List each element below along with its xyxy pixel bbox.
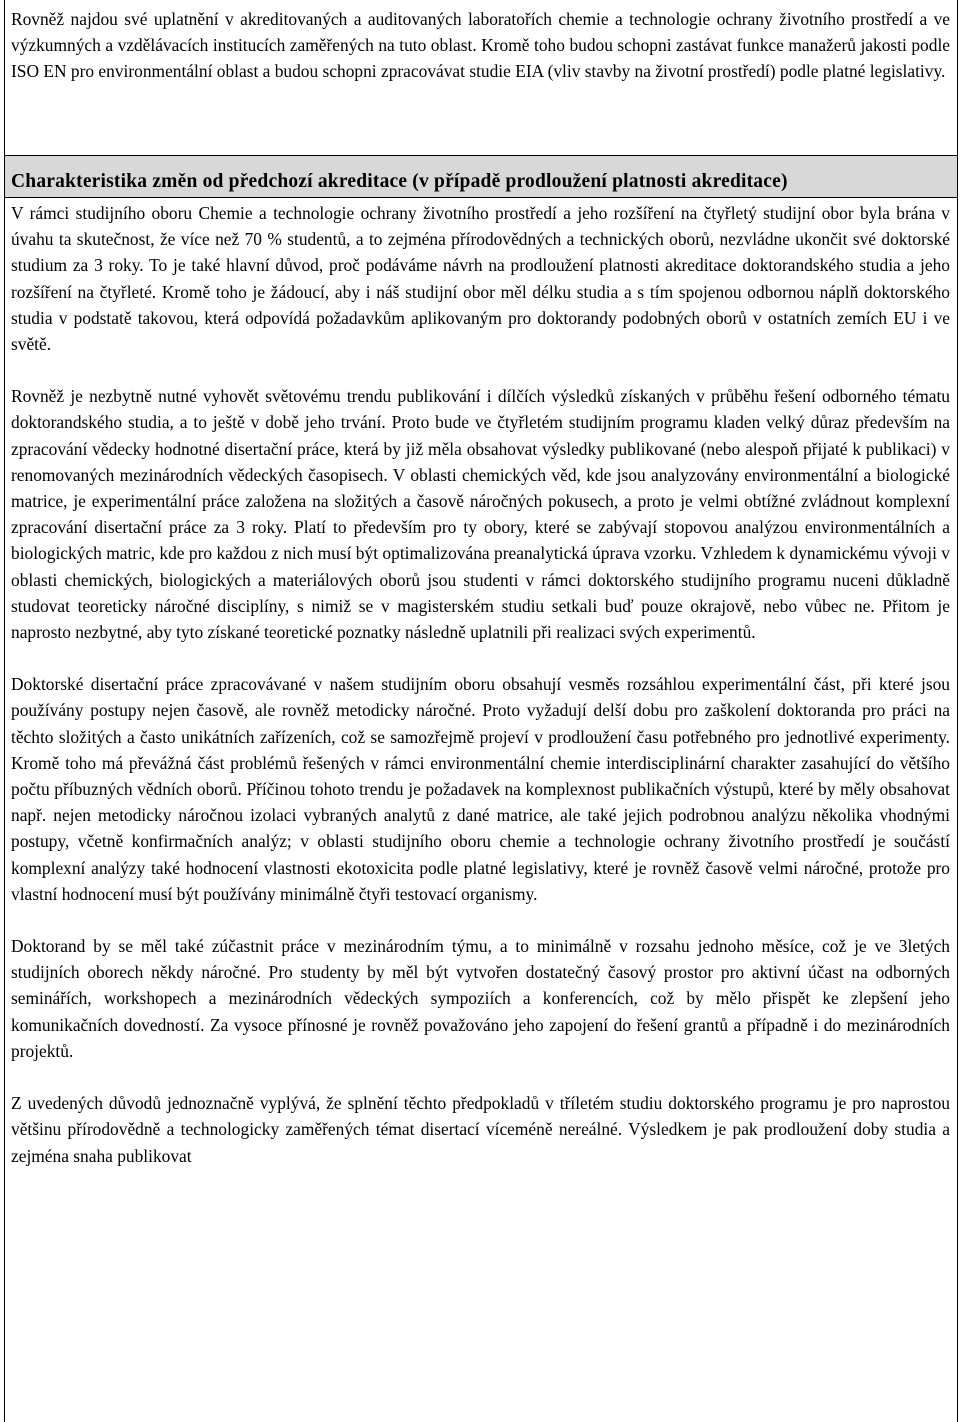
intro-paragraph: Rovněž najdou své uplatnění v akreditovaných a auditovaných laboratořích chemie a technologie ochrany životního prostředí a ve výzkumných a vzdělávacích institucích zaměřených na tuto oblast. Kromě toho budou schopni zastávat funkce manažerů jakosti podle ISO EN pro environmentální oblast a budou schopni zpracovávat studie EIA (vliv stavby na životní prostředí) podle platné legislativy.: [11, 9, 950, 82]
section-body: [5, 198, 957, 1169]
body-paragraph: Z uvedených důvodů jednoznačně vyplývá, že splnění těchto předpokladů v tříletém studiu doktorského programu je pro naprostou většinu přírodovědně a technologicky zaměřených témat disertací víceméně nereálné. Výsledkem je pak prodloužení doby studia a zejména snaha publikovat: [11, 1093, 950, 1166]
body-paragraph: Doktorand by se měl také zúčastnit práce v mezinárodním týmu, a to minimálně v rozsahu jednoho měsíce, což je ve 3letých studijních oborech někdy náročné. Pro studenty by měl být vytvořen dostatečný časový prostor pro aktivní účast na odborných seminářích, workshopech a mezinárodních vědeckých sympoziích a konferencích, což by mělo přispět ke zlepšení jeho komunikačních dovedností. Za vysoce přínosné je rovněž považováno jeho zapojení do řešení grantů a případně i do mezinárodních projektů.: [11, 936, 950, 1061]
body-paragraph: Rovněž je nezbytně nutné vyhovět světovému trendu publikování i dílčích výsledků získaných v průběhu řešení odborného tématu doktorandského studia, a to ještě v době jeho trvání. Proto bude ve čtyřletém studijním programu kladen velký důraz především na zpracování vědecky hodnotné disertační práce, která by již měla obsahovat výsledky publikované (nebo alespoň přijaté k publikaci) v renomovaných mezinárodních vědeckých časopisech. V oblasti chemických věd, kde jsou analyzovány environmentální a biologické matrice, je experimentální práce založena na složitých a časově náročných pokusech, a proto je velmi obtížné zvládnout komplexní zpracování disertační práce za 3 roky. Platí to především pro ty obory, které se zabývají stopovou analýzou environmentálních a biologických matric, kde pro každou z nich musí být optimalizována preanalytická úprava vzorku. Vzhledem k dynamickému vývoji v oblasti chemických, biologických a materiálových oborů jsou studenti v rámci doktorského studijního programu nuceni důkladně studovat teoreticky náročné disciplíny, s nimiž se v magisterském studiu setkali buď pouze okrajově, nebo vůbec ne. Přitom je naprosto nezbytné, aby tyto získané teoretické poznatky následně uplatnili při realizaci svých experimentů.: [11, 386, 950, 643]
document-page: [4, 0, 958, 1422]
body-paragraph: Doktorské disertační práce zpracovávané v našem studijním oboru obsahují vesměs rozsáhlou experimentální část, při které jsou používány postupy nejen časově, ale rovněž metodicky náročné. Proto vyžadují delší dobu pro zaškolení doktoranda pro práci na těchto složitých a často unikátních zařízeních, což se samozřejmě projeví v prodloužení času potřebného pro jednotlivé experimenty. Kromě toho má převážná část problémů řešených v rámci environmentální chemie interdisciplinární charakter zasahující do většího počtu příbuzných vědních oborů. Příčinou tohoto trendu je požadavek na komplexnost publikačních výstupů, které by měly obsahovat např. nejen metodicky náročnou izolaci vybraných analytů z dané matrice, ale také jejich podrobnou analýzu několika vhodnými postupy, včetně konfirmačních analýz; v oblasti studijního oboru chemie a technologie ochrany životního prostředí je součástí komplexní analýzy také hodnocení vlastnosti ekotoxicita podle platné legislativy, které je rovněž časově velmi náročné, protože pro vlastní hodnocení musí být používány minimálně čtyři testovací organismy.: [11, 674, 950, 904]
body-paragraph: V rámci studijního oboru Chemie a technologie ochrany životního prostředí a jeho rozšíření na čtyřletý studijní obor byla brána v úvahu ta skutečnost, že více než 70 % studentů, a to zejména přírodovědných a technických oborů, nezvládne ukončit své doktorské studium za 3 roky. To je také hlavní důvod, proč podáváme návrh na prodloužení platnosti akreditace doktorandského studia a jeho rozšíření na čtyřleté. Kromě toho je žádoucí, aby i náš studijní obor měl délku studia a s tím spojenou odbornou náplň doktorského studia v podstatě takovou, která odpovídá požadavkům aplikovaným pro doktorandy podobných oborů v ostatních zemích EU i ve světě.: [11, 203, 950, 355]
section-heading: Charakteristika změn od předchozí akreditace (v případě prodloužení platnosti akreditace): [5, 156, 957, 198]
intro-cell: [5, 0, 957, 156]
